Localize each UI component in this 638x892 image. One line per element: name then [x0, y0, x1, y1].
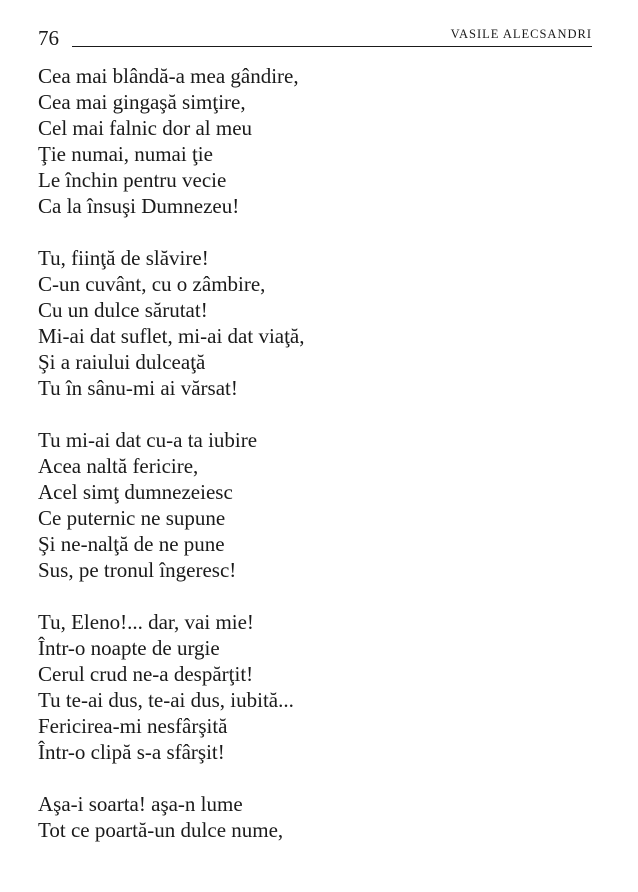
verse-line: Tot ce poartă-un dulce nume,: [38, 818, 284, 842]
verse-line: Acel simţ dumnezeiesc: [38, 480, 233, 504]
verse-line: Sus, pe tronul îngeresc!: [38, 558, 237, 582]
verse-line: Aşa-i soarta! aşa-n lume: [38, 792, 243, 816]
verse-line: Într-o clipă s-a sfârşit!: [38, 740, 225, 764]
verse-line: Ca la însuşi Dumnezeu!: [38, 194, 240, 218]
running-head: VASILE ALECSANDRI: [450, 27, 592, 41]
header-rule: [72, 46, 592, 47]
poem-body: [38, 63, 578, 869]
stanza-4: [38, 609, 578, 765]
stanza-5: [38, 791, 578, 843]
verse-line: Cea mai blândă-a mea gândire,: [38, 64, 299, 88]
verse-line: Cu un dulce sărutat!: [38, 298, 208, 322]
verse-line: Mi-ai dat suflet, mi-ai dat viaţă,: [38, 324, 305, 348]
verse-line: Acea naltă fericire,: [38, 454, 199, 478]
verse-line: Cerul crud ne-a despărţit!: [38, 662, 254, 686]
verse-line: Cel mai falnic dor al meu: [38, 116, 253, 140]
verse-line: Tu te-ai dus, te-ai dus, iubită...: [38, 688, 294, 712]
verse-line: Cea mai gingaşă simţire,: [38, 90, 246, 114]
page-number: 76: [38, 26, 59, 50]
verse-line: Tu, Eleno!... dar, vai mie!: [38, 610, 254, 634]
verse-line: Le închin pentru vecie: [38, 168, 227, 192]
verse-line: Şi ne-nalţă de ne pune: [38, 532, 225, 556]
verse-line: Fericirea-mi nesfârşită: [38, 714, 228, 738]
stanza-2: [38, 245, 578, 401]
stanza-3: [38, 427, 578, 583]
stanza-1: [38, 63, 578, 219]
verse-line: Tu în sânu-mi ai vărsat!: [38, 376, 238, 400]
page-header: [38, 26, 592, 50]
verse-line: C-un cuvânt, cu o zâmbire,: [38, 272, 266, 296]
verse-line: Ţie numai, numai ţie: [38, 142, 213, 166]
verse-line: Ce puternic ne supune: [38, 506, 226, 530]
verse-line: Şi a raiului dulceaţă: [38, 350, 206, 374]
verse-line: Tu, fiinţă de slăvire!: [38, 246, 209, 270]
verse-line: Într-o noapte de urgie: [38, 636, 220, 660]
verse-line: Tu mi-ai dat cu-a ta iubire: [38, 428, 258, 452]
